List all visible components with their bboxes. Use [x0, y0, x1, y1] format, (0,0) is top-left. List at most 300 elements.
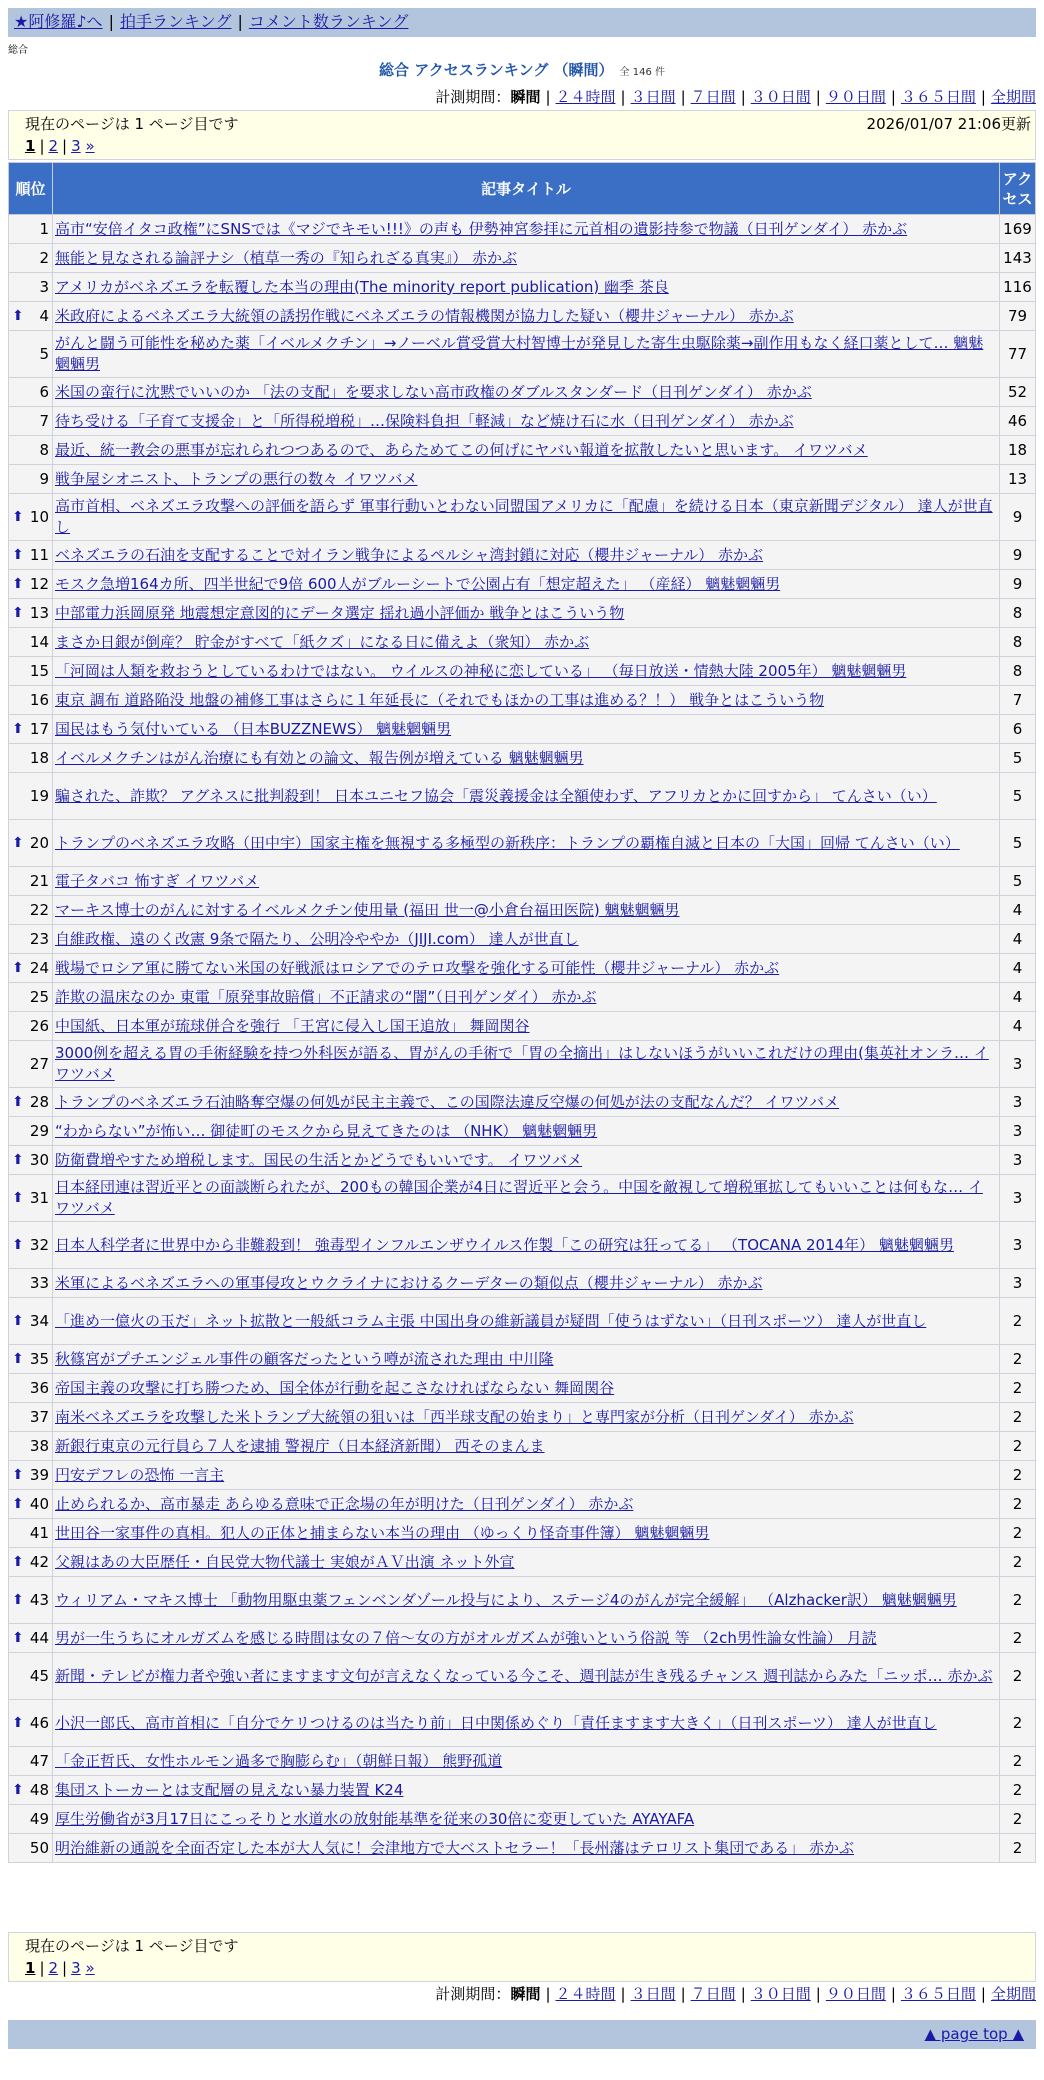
period-separator: | [815, 88, 821, 106]
rank-number: 11 [29, 545, 49, 564]
access-count: 4 [1000, 1012, 1036, 1041]
title-cell [53, 820, 1000, 867]
title-cell [53, 1298, 1000, 1345]
table-row [9, 1747, 1036, 1776]
rank-cell [9, 494, 53, 541]
title-cell [53, 331, 1000, 378]
article-link[interactable]: 小沢一郎氏、高市首相に「自分でケリつけるのは当たり前」日中関係めぐり「責任ますます大きく」（日刊スポーツ） 達人が世直し [55, 1713, 937, 1732]
rank-cell [9, 599, 53, 628]
current-page-text: 現在のページは 1 ページ目です [25, 115, 239, 133]
access-count: 4 [1000, 983, 1036, 1012]
access-count: 8 [1000, 628, 1036, 657]
title-cell [53, 436, 1000, 465]
period-option-link[interactable]: ９０日間 [825, 88, 886, 106]
article-link[interactable]: 世田谷一家事件の真相。犯人の正体と捕まらない本当の理由 （ゆっくり怪奇事件簿） 魑魅魍魎男 [55, 1523, 710, 1542]
rank-cell [9, 983, 53, 1012]
article-link[interactable]: 明治維新の通説を全面否定した本が大人気に！会津地方で大ベストセラー！「長州藩はテロリスト集団である」 赤かぶ [55, 1838, 855, 1857]
rank-cell [9, 925, 53, 954]
rank-number: 15 [29, 661, 49, 680]
period-option-link[interactable]: ３６５日間 [900, 88, 976, 106]
col-access-header: アクセス [1000, 163, 1036, 215]
title-cell [53, 465, 1000, 494]
next-page-link[interactable]: » [85, 137, 95, 155]
access-count: 2 [1000, 1374, 1036, 1403]
rank-number: 2 [39, 248, 49, 267]
article-link[interactable]: 米政府によるベネズエラ大統領の誘拐作戦にベネズエラの情報機関が協力した疑い（櫻井ジャーナル） 赤かぶ [55, 306, 794, 325]
table-row [9, 686, 1036, 715]
title-cell [53, 1269, 1000, 1298]
rank-cell [9, 773, 53, 820]
article-link[interactable]: 詐欺の温床なのか 東電「原発事故賠償」不正請求の“闇”（日刊ゲンダイ） 赤かぶ [55, 987, 597, 1006]
article-link[interactable]: 防衛費増やすため増税します。国民の生活とかどうでもいいです。 イワツバメ [55, 1150, 583, 1169]
article-link[interactable]: “わからない”が怖い… 御徒町のモスクから見えてきたのは （NHK） 魑魅魍魎男 [55, 1121, 598, 1140]
title-cell [53, 1548, 1000, 1577]
rank-number: 6 [39, 382, 49, 401]
rank-cell [9, 1403, 53, 1432]
rank-number: 17 [29, 719, 49, 738]
access-count: 3 [1000, 1222, 1036, 1269]
home-link[interactable]: ★阿修羅♪へ [14, 12, 103, 31]
rank-cell [9, 715, 53, 744]
table-header-row [9, 163, 1036, 215]
title-cell [53, 983, 1000, 1012]
rank-cell [9, 1012, 53, 1041]
title-cell [53, 273, 1000, 302]
article-link[interactable]: 中部電力浜岡原発 地震想定意図的にデータ選定 揺れ過小評価か 戦争とはこういう物 [55, 603, 625, 622]
article-link[interactable]: ウィリアム・マキス博士 「動物用駆虫薬フェンベンダゾール投与により、ステージ4のがんが完全緩解」 （Alzhacker訳） 魑魅魍魎男 [55, 1590, 957, 1609]
rank-cell [9, 1653, 53, 1700]
article-link[interactable]: 3000例を超える胃の手術経験を持つ外科医が語る、胃がんの手術で「胃の全摘出」はしないほうがいいこれだけの理由(集英社オンラ… イワツバメ [55, 1044, 989, 1083]
title-cell [53, 896, 1000, 925]
access-count: 4 [1000, 954, 1036, 983]
rank-cell [9, 244, 53, 273]
rank-cell [9, 1222, 53, 1269]
period-separator: | [815, 1985, 821, 2003]
title-cell [53, 378, 1000, 407]
title-cell [53, 1490, 1000, 1519]
article-link[interactable]: 最近、統一教会の悪事が忘れられつつあるので、あらためてこの何げにヤバい報道を拡散したいと思います。 イワツバメ [55, 440, 868, 459]
rank-number: 47 [29, 1751, 49, 1770]
access-count: 2 [1000, 1490, 1036, 1519]
title-cell [53, 1776, 1000, 1805]
rank-up-arrow-icon: ⬆ [12, 1466, 24, 1483]
rank-number: 12 [29, 574, 49, 593]
rank-number: 18 [29, 748, 49, 767]
page-top-link[interactable]: ▲ page top ▲ [924, 2025, 1024, 2043]
table-row [9, 407, 1036, 436]
rank-up-arrow-icon: ⬆ [12, 1236, 24, 1253]
access-count: 4 [1000, 925, 1036, 954]
table-row [9, 244, 1036, 273]
period-separator: | [980, 88, 986, 106]
article-link[interactable]: 円安デフレの恐怖 一言主 [55, 1465, 225, 1484]
period-option-link[interactable]: ３日間 [630, 88, 676, 106]
page-title [8, 60, 1036, 83]
title-cell [53, 1577, 1000, 1624]
rank-cell [9, 215, 53, 244]
article-link[interactable]: ベネズエラの石油を支配することで対イラン戦争によるペルシャ湾封鎖に対応（櫻井ジャーナル） 赤かぶ [55, 545, 764, 564]
article-link[interactable]: 新銀行東京の元行員ら７人を逮捕 警視庁（日本経済新聞） 西そのまんま [55, 1436, 545, 1455]
title-cell [53, 1088, 1000, 1117]
rank-cell [9, 1041, 53, 1088]
category-label: 総合 [8, 45, 28, 56]
page-info-bottom [8, 1932, 1036, 1982]
rank-number: 14 [29, 632, 49, 651]
table-row [9, 1653, 1036, 1700]
page-separator: | [39, 1959, 45, 1977]
rank-cell [9, 331, 53, 378]
table-row [9, 1175, 1036, 1222]
rank-number: 10 [29, 507, 49, 526]
title-cell [53, 715, 1000, 744]
rank-number: 37 [29, 1407, 49, 1426]
period-separator: | [740, 88, 746, 106]
table-row [9, 302, 1036, 331]
title-cell [53, 773, 1000, 820]
access-count: 6 [1000, 715, 1036, 744]
rank-number: 13 [29, 603, 49, 622]
period-separator: | [740, 1985, 746, 2003]
period-separator: | [980, 1985, 986, 2003]
title-cell [53, 1146, 1000, 1175]
table-row [9, 1269, 1036, 1298]
table-row [9, 1012, 1036, 1041]
rank-up-arrow-icon: ⬆ [12, 1495, 24, 1512]
rank-cell [9, 1577, 53, 1624]
access-count: 2 [1000, 1747, 1036, 1776]
rank-number: 8 [39, 440, 49, 459]
rank-up-arrow-icon: ⬆ [12, 1714, 24, 1731]
article-link[interactable]: 父親はあの大臣歴任・自民党大物代議士 実娘がＡＶ出演 ネット外宣 [55, 1552, 515, 1571]
title-cell [53, 1345, 1000, 1374]
article-link[interactable]: 東京 調布 道路陥没 地盤の補修工事はさらに１年延長に（それでもほかの工事は進める？！） 戦争とはこういう物 [55, 690, 825, 709]
access-count: 46 [1000, 407, 1036, 436]
title-cell [53, 1747, 1000, 1776]
rank-number: 38 [29, 1436, 49, 1455]
page-title-text: 総合 アクセスランキング （瞬間） [379, 61, 614, 79]
rank-cell [9, 1374, 53, 1403]
rank-number: 33 [29, 1273, 49, 1292]
rank-number: 29 [29, 1121, 49, 1140]
access-count: 8 [1000, 657, 1036, 686]
table-row [9, 954, 1036, 983]
rank-cell [9, 744, 53, 773]
table-row [9, 541, 1036, 570]
period-option-link[interactable]: ７日間 [690, 1985, 736, 2003]
rank-number: 7 [39, 411, 49, 430]
article-link[interactable]: 「金正哲氏、女性ホルモン過多で胸膨らむ」（朝鮮日報） 熊野孤道 [55, 1751, 503, 1770]
access-count: 5 [1000, 744, 1036, 773]
access-count: 13 [1000, 465, 1036, 494]
access-count: 8 [1000, 599, 1036, 628]
table-row [9, 1298, 1036, 1345]
table-row [9, 925, 1036, 954]
rank-number: 25 [29, 987, 49, 1006]
table-row [9, 215, 1036, 244]
page-link[interactable]: 2 [48, 137, 59, 155]
rank-number: 3 [39, 277, 49, 296]
rank-cell [9, 628, 53, 657]
top-nav-bar [8, 8, 1036, 37]
table-row [9, 1490, 1036, 1519]
page-link[interactable]: 2 [48, 1959, 59, 1977]
period-option-link[interactable]: ２４時間 [555, 1985, 616, 2003]
title-cell [53, 744, 1000, 773]
rank-up-arrow-icon: ⬆ [12, 1189, 24, 1206]
access-count: 3 [1000, 1146, 1036, 1175]
title-cell [53, 1432, 1000, 1461]
article-link[interactable]: 南米ベネズエラを攻撃した米トランプ大統領の狙いは「西半球支配の始まり」と専門家が分析（日刊ゲンダイ） 赤かぶ [55, 1407, 854, 1426]
comment-ranking-link[interactable]: コメント数ランキング [248, 12, 409, 31]
table-row [9, 1117, 1036, 1146]
rank-cell [9, 273, 53, 302]
table-row [9, 983, 1036, 1012]
rank-up-arrow-icon: ⬆ [12, 1781, 24, 1798]
access-count: 3 [1000, 1041, 1036, 1088]
title-cell [53, 1461, 1000, 1490]
rank-cell [9, 686, 53, 715]
period-option-link[interactable]: 全期間 [990, 88, 1036, 106]
title-cell [53, 1519, 1000, 1548]
article-link[interactable]: がんと闘う可能性を秘めた薬「イベルメクチン」→ノーベル賞受賞大村智博士が発見した寄生虫駆除薬→副作用もなく経口薬として… 魑魅魍魎男 [55, 334, 984, 373]
article-link[interactable]: 秋篠宮がプチエンジェル事件の顧客だったという噂が流された理由 中川隆 [55, 1349, 554, 1368]
rank-cell [9, 570, 53, 599]
rank-number: 4 [39, 306, 49, 325]
article-link[interactable]: 「河岡は人類を救おうとしているわけではない。 ウイルスの神秘に恋している」 （毎日放送・情熱大陸 2005年） 魑魅魍魎男 [55, 661, 907, 680]
period-option-link[interactable]: ９０日間 [825, 1985, 886, 2003]
title-cell [53, 954, 1000, 983]
title-cell [53, 1653, 1000, 1700]
clap-ranking-link[interactable]: 拍手ランキング [119, 12, 232, 31]
rank-up-arrow-icon: ⬆ [12, 1591, 24, 1608]
table-row [9, 465, 1036, 494]
article-link[interactable]: 日本経団連は習近平との面談断られたが、200もの韓国企業が4日に習近平と会う。中国を敵視して増税軍拡してもいいことは何もな… イワツバメ [55, 1178, 983, 1217]
article-link[interactable]: まさか日銀が倒産？ 貯金がすべて「紙クズ」になる日に備えよ（衆知） 赤かぶ [55, 632, 590, 651]
article-link[interactable]: 電子タバコ 怖すぎ イワツバメ [55, 871, 260, 890]
article-link[interactable]: 米軍によるベネズエラへの軍事侵攻とウクライナにおけるクーデターの類似点（櫻井ジャーナル） 赤かぶ [55, 1273, 763, 1292]
article-link[interactable]: トランプのベネズエラ攻略（田中宇）国家主権を無視する多極型の新秩序：トランプの覇権自滅と日本の「大国」回帰 てんさい（い） [55, 833, 960, 852]
article-link[interactable]: 無能と見なされる論評ナシ（植草一秀の『知られざる真実』） 赤かぶ [55, 248, 517, 267]
rank-number: 26 [29, 1016, 49, 1035]
title-cell [53, 1624, 1000, 1653]
article-link[interactable]: 戦場でロシア軍に勝てない米国の好戦派はロシアでのテロ攻撃を強化する可能性（櫻井ジャーナル） 赤かぶ [55, 958, 780, 977]
period-option-current: 瞬間 [510, 1985, 541, 2003]
rank-number: 39 [29, 1465, 49, 1484]
rank-number: 46 [29, 1713, 49, 1732]
rank-number: 44 [29, 1628, 49, 1647]
rank-cell [9, 1805, 53, 1834]
article-link[interactable]: 「進め一億火の玉だ」ネット拡散と一般紙コラム主張 中国出身の維新議員が疑問「使うはずない」（日刊スポーツ） 達人が世直し [55, 1311, 927, 1330]
title-cell [53, 407, 1000, 436]
period-separator: | [680, 1985, 686, 2003]
article-link[interactable]: 騙された、詐欺？ アグネスに批判殺到！ 日本ユニセフ協会「震災義援金は全額使わず、アフリカとかに回すから」 てんさい（い） [55, 786, 937, 805]
rank-cell [9, 407, 53, 436]
title-cell [53, 925, 1000, 954]
period-option-link[interactable]: ３０日間 [750, 1985, 811, 2003]
article-link[interactable]: 帝国主義の攻撃に打ち勝つため、国全体が行動を起こさなければならない 舞岡関谷 [55, 1378, 615, 1397]
rank-cell [9, 896, 53, 925]
rank-number: 34 [29, 1311, 49, 1330]
col-rank-header: 順位 [9, 163, 53, 215]
table-row [9, 1461, 1036, 1490]
rank-number: 1 [39, 219, 49, 238]
rank-cell [9, 867, 53, 896]
rank-number: 23 [29, 929, 49, 948]
access-count: 2 [1000, 1577, 1036, 1624]
article-link[interactable]: 男が一生うちにオルガズムを感じる時間は女の７倍～女の方がオルガズムが強いという俗説 等 （2ch男性論女性論） 月読 [55, 1628, 877, 1647]
access-count: 9 [1000, 541, 1036, 570]
title-cell [53, 1222, 1000, 1269]
next-page-link[interactable]: » [85, 1959, 95, 1977]
rank-number: 28 [29, 1092, 49, 1111]
article-link[interactable]: アメリカがベネズエラを転覆した本当の理由(The minority report publication) 幽季 茶良 [55, 277, 669, 296]
rank-cell [9, 436, 53, 465]
title-cell [53, 1117, 1000, 1146]
period-option-link[interactable]: ２４時間 [555, 88, 616, 106]
article-link[interactable]: 待ち受ける「子育て支援金」と「所得税増税」…保険料負担「軽減」など焼け石に水（日刊ゲンダイ） 赤かぶ [55, 411, 794, 430]
rank-number: 40 [29, 1494, 49, 1513]
title-cell [53, 867, 1000, 896]
period-selector [8, 88, 1036, 106]
rank-cell [9, 465, 53, 494]
article-link[interactable]: イベルメクチンはがん治療にも有効との論文、報告例が増えている 魑魅魍魎男 [55, 748, 584, 767]
title-cell [53, 541, 1000, 570]
rank-cell [9, 1175, 53, 1222]
article-link[interactable]: 国民はもう気付いている （日本BUZZNEWS） 魑魅魍魎男 [55, 719, 452, 738]
rank-number: 35 [29, 1349, 49, 1368]
rank-number: 20 [29, 833, 49, 852]
table-row [9, 599, 1036, 628]
title-cell [53, 244, 1000, 273]
rank-number: 22 [29, 900, 49, 919]
page-separator: | [62, 1959, 68, 1977]
article-link[interactable]: モスク急増164カ所、四半世紀で9倍 600人がブルーシートで公園占有「想定超えた」 （産経） 魑魅魍魎男 [55, 574, 781, 593]
rank-cell [9, 302, 53, 331]
rank-up-arrow-icon: ⬆ [12, 1151, 24, 1168]
table-row [9, 331, 1036, 378]
article-link[interactable]: 高市“安倍イタコ政権”にSNSでは《マジでキモい!!!》の声も 伊勢神宮参拝に元首相の遺影持参で物議（日刊ゲンダイ） 赤かぶ [55, 219, 908, 238]
rank-number: 48 [29, 1780, 49, 1799]
period-option-link[interactable]: ７日間 [690, 88, 736, 106]
table-row [9, 628, 1036, 657]
article-link[interactable]: 中国紙、日本軍が琉球併合を強行 「王宮に侵入し国王追放」 舞岡関谷 [55, 1016, 530, 1035]
access-count: 169 [1000, 215, 1036, 244]
article-link[interactable]: 厚生労働省が3月17日にこっそりと水道水の放射能基準を従来の30倍に変更していた AYAYAFA [55, 1809, 695, 1828]
rank-number: 27 [29, 1054, 49, 1073]
rank-cell [9, 1834, 53, 1863]
article-link[interactable]: 戦争屋シオニスト、トランプの悪行の数々 イワツバメ [55, 469, 418, 488]
period-option-link[interactable]: ３６５日間 [900, 1985, 976, 2003]
rank-cell [9, 1298, 53, 1345]
article-link[interactable]: マーキス博士のがんに対するイベルメクチン使用量 (福田 世一@小倉台福田医院) 魑魅魍魎男 [55, 900, 680, 919]
access-count: 5 [1000, 867, 1036, 896]
period-option-link[interactable]: 全期間 [990, 1985, 1036, 2003]
rank-up-arrow-icon: ⬆ [12, 1350, 24, 1367]
table-row [9, 1432, 1036, 1461]
article-link[interactable]: 日本人科学者に世界中から非難殺到！ 強毒型インフルエンザウイルス作製「この研究は狂ってる」 （TOCANA 2014年） 魑魅魍魎男 [55, 1235, 954, 1254]
title-cell [53, 1374, 1000, 1403]
rank-number: 45 [29, 1666, 49, 1685]
table-row [9, 378, 1036, 407]
table-row [9, 773, 1036, 820]
page-link[interactable]: 3 [71, 1959, 81, 1977]
title-cell [53, 628, 1000, 657]
period-option-link[interactable]: ３０日間 [750, 88, 811, 106]
table-row [9, 867, 1036, 896]
period-separator: | [620, 1985, 626, 2003]
access-count: 9 [1000, 494, 1036, 541]
access-count: 3 [1000, 1117, 1036, 1146]
bottom-bar [8, 2020, 1036, 2049]
rank-number: 30 [29, 1150, 49, 1169]
rank-number: 31 [29, 1188, 49, 1207]
rank-cell [9, 1700, 53, 1747]
article-link[interactable]: 米国の蛮行に沈黙でいいのか 「法の支配」を要求しない高市政権のダブルスタンダード（日刊ゲンダイ） 赤かぶ [55, 382, 812, 401]
title-cell [53, 215, 1000, 244]
col-title-header: 記事タイトル [53, 163, 1000, 215]
period-separator: | [620, 88, 626, 106]
period-selector [8, 1985, 1036, 2003]
rank-up-arrow-icon: ⬆ [12, 508, 24, 525]
article-link[interactable]: 自維政権、遠のく改憲 9条で隔たり、公明冷ややか（JIJI.com） 達人が世直し [55, 929, 579, 948]
table-row [9, 1041, 1036, 1088]
title-cell [53, 1805, 1000, 1834]
table-row [9, 657, 1036, 686]
period-separator: | [545, 1985, 551, 2003]
access-count: 9 [1000, 570, 1036, 599]
article-link[interactable]: 止められるか、高市暴走 あらゆる意味で正念場の年が明けた（日刊ゲンダイ） 赤かぶ [55, 1494, 634, 1513]
title-cell [53, 494, 1000, 541]
table-row [9, 1222, 1036, 1269]
table-row [9, 1776, 1036, 1805]
article-link[interactable]: 高市首相、ベネズエラ攻撃への評価を語らず 軍事行動いとわない同盟国アメリカに「配慮」を続ける日本（東京新聞デジタル） 達人が世直し [55, 497, 993, 536]
rank-up-arrow-icon: ⬆ [12, 307, 24, 324]
rank-number: 16 [29, 690, 49, 709]
article-link[interactable]: 集団ストーカーとは支配層の見えない暴力装置 K24 [55, 1780, 404, 1799]
access-count: 5 [1000, 773, 1036, 820]
period-option-current: 瞬間 [510, 88, 541, 106]
access-count: 2 [1000, 1624, 1036, 1653]
title-cell [53, 570, 1000, 599]
page-link[interactable]: 3 [71, 137, 81, 155]
access-count: 2 [1000, 1548, 1036, 1577]
rank-up-arrow-icon: ⬆ [12, 1629, 24, 1646]
article-link[interactable]: 新聞・テレビが権力者や強い者にますます文句が言えなくなっている今こそ、週刊誌が生き残るチャンス 週刊誌からみた「ニッポ… 赤かぶ [55, 1666, 993, 1685]
table-row [9, 1088, 1036, 1117]
rank-cell [9, 1461, 53, 1490]
rank-up-arrow-icon: ⬆ [12, 575, 24, 592]
title-cell [53, 657, 1000, 686]
rank-cell [9, 1776, 53, 1805]
table-row [9, 1834, 1036, 1863]
article-link[interactable]: トランプのベネズエラ石油略奪空爆の何処が民主主義で、この国際法違反空爆の何処が法の支配なんだ？ イワツバメ [55, 1092, 840, 1111]
period-option-link[interactable]: ３日間 [630, 1985, 676, 2003]
rank-cell [9, 1490, 53, 1519]
rank-cell [9, 1432, 53, 1461]
rank-number: 32 [29, 1235, 49, 1254]
rank-number: 19 [29, 786, 49, 805]
rank-cell [9, 1269, 53, 1298]
access-count: 116 [1000, 273, 1036, 302]
table-row [9, 1548, 1036, 1577]
article-count: 全 146 件 [619, 67, 665, 78]
table-row [9, 1519, 1036, 1548]
title-cell [53, 302, 1000, 331]
access-count: 7 [1000, 686, 1036, 715]
current-page-text: 現在のページは 1 ページ目です [25, 1937, 239, 1955]
rank-cell [9, 820, 53, 867]
access-count: 79 [1000, 302, 1036, 331]
